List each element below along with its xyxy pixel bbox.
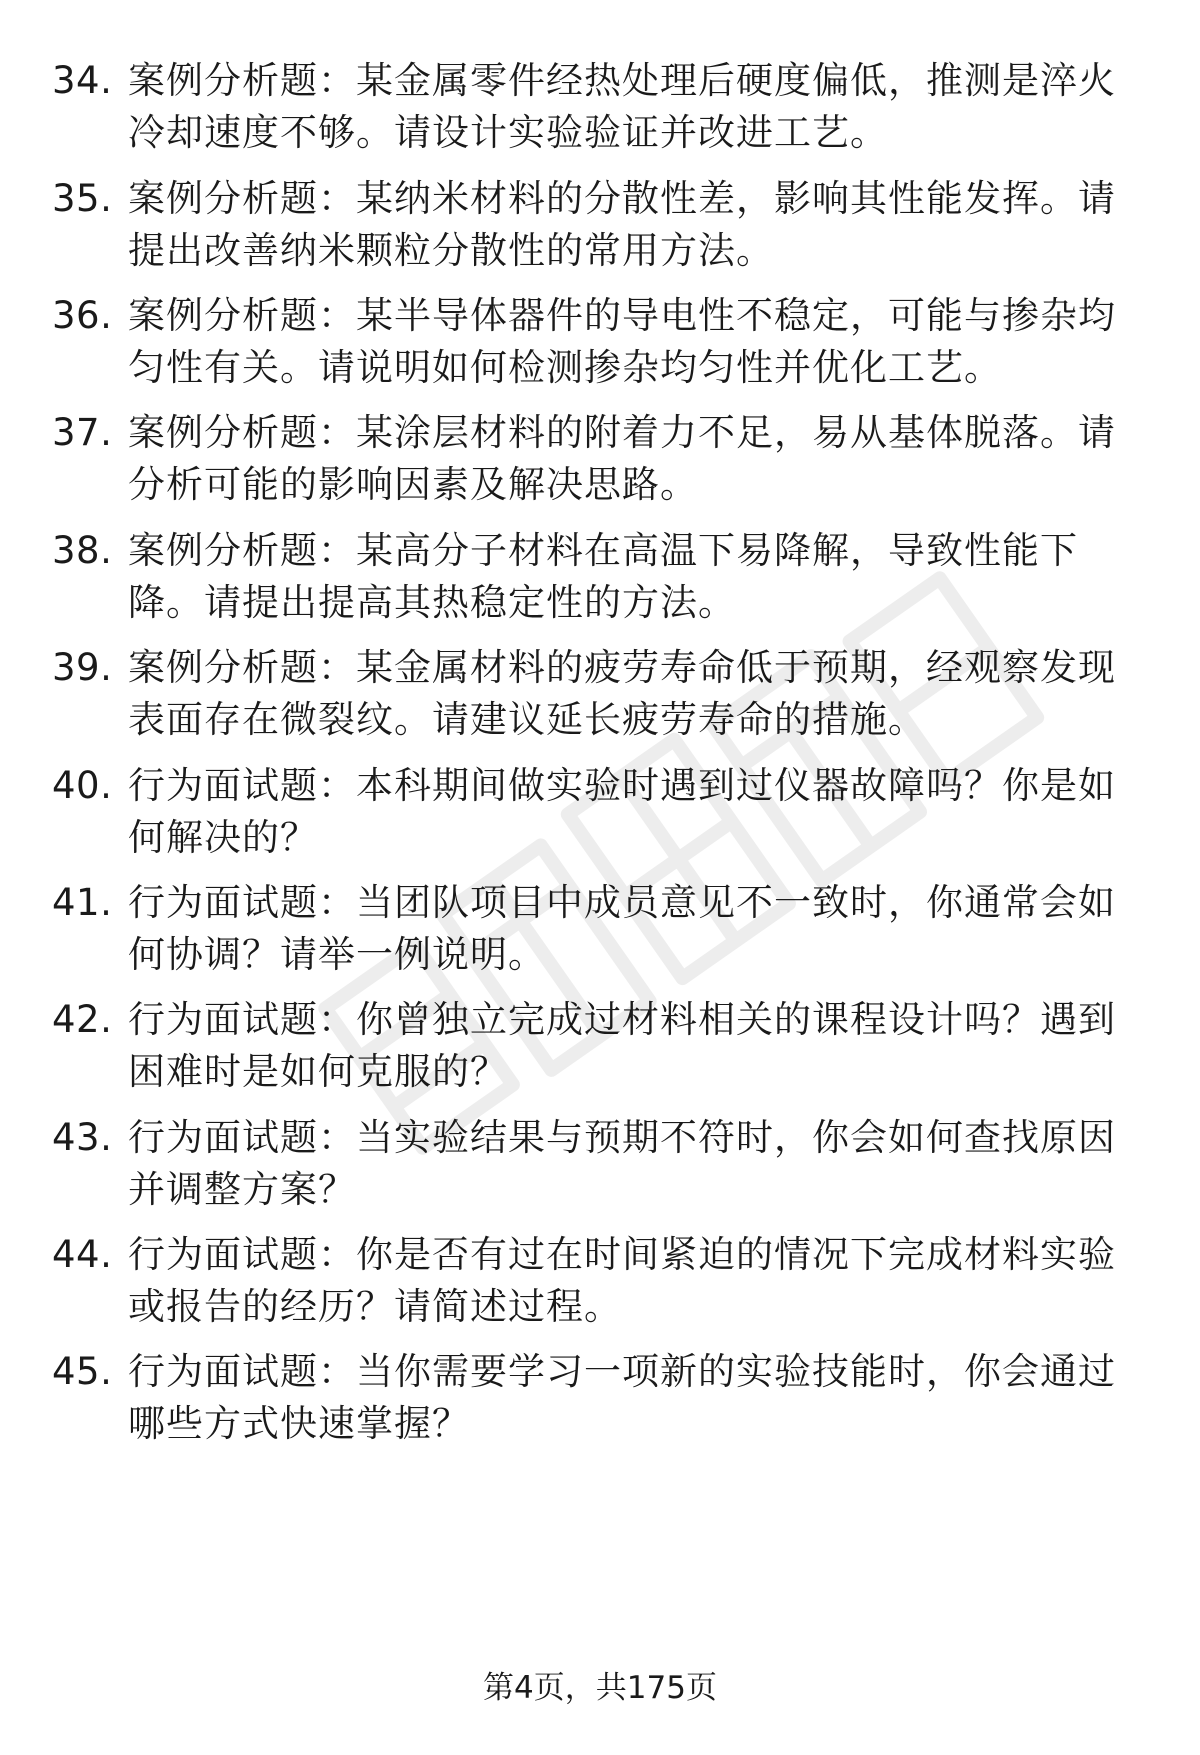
question-number: 34.	[52, 59, 113, 102]
question-item	[52, 642, 1152, 746]
question-text: 行为面试题：本科期间做实验时遇到过仪器故障吗？你是如何解决的？	[128, 764, 1116, 859]
question-text: 行为面试题：当你需要学习一项新的实验技能时，你会通过哪些方式快速掌握？	[128, 1350, 1116, 1445]
question-text: 行为面试题：当实验结果与预期不符时，你会如何查找原因并调整方案？	[128, 1116, 1116, 1211]
question-number: 39.	[52, 646, 113, 689]
question-number: 36.	[52, 294, 113, 337]
question-number: 44.	[52, 1233, 113, 1276]
question-number: 43.	[52, 1116, 113, 1159]
question-text: 行为面试题：你曾独立完成过材料相关的课程设计吗？遇到困难时是如何克服的？	[128, 998, 1116, 1093]
question-item	[52, 525, 1152, 629]
question-item	[52, 1112, 1152, 1216]
page-footer	[0, 1666, 1200, 1710]
question-item	[52, 173, 1152, 277]
question-number: 35.	[52, 177, 113, 220]
question-item	[52, 877, 1152, 981]
question-item	[52, 55, 1152, 159]
question-number: 40.	[52, 764, 113, 807]
question-text: 案例分析题：某高分子材料在高温下易降解，导致性能下降。请提出提高其热稳定性的方法。	[128, 529, 1078, 624]
question-number: 37.	[52, 411, 113, 454]
question-text: 案例分析题：某金属材料的疲劳寿命低于预期，经观察发现表面存在微裂纹。请建议延长疲劳寿命的措施。	[128, 646, 1116, 741]
question-item	[52, 994, 1152, 1098]
question-number: 45.	[52, 1350, 113, 1393]
question-number: 38.	[52, 529, 113, 572]
question-item	[52, 290, 1152, 394]
question-item	[52, 407, 1152, 511]
question-text: 行为面试题：当团队项目中成员意见不一致时，你通常会如何协调？请举一例说明。	[128, 881, 1116, 976]
question-text: 案例分析题：某纳米材料的分散性差，影响其性能发挥。请提出改善纳米颗粒分散性的常用方法。	[128, 177, 1116, 272]
question-number: 41.	[52, 881, 113, 924]
question-item	[52, 1346, 1152, 1450]
question-text: 案例分析题：某涂层材料的附着力不足，易从基体脱落。请分析可能的影响因素及解决思路。	[128, 411, 1116, 506]
question-item	[52, 760, 1152, 864]
question-item	[52, 1229, 1152, 1333]
question-text: 案例分析题：某金属零件经热处理后硬度偏低，推测是淬火冷却速度不够。请设计实验验证并改进工艺。	[128, 59, 1116, 154]
page-indicator: 第4页，共175页	[483, 1670, 717, 1706]
question-text: 案例分析题：某半导体器件的导电性不稳定，可能与掺杂均匀性有关。请说明如何检测掺杂均匀性并优化工艺。	[128, 294, 1116, 389]
question-number: 42.	[52, 998, 113, 1041]
question-text: 行为面试题：你是否有过在时间紧迫的情况下完成材料实验或报告的经历？请简述过程。	[128, 1233, 1116, 1328]
